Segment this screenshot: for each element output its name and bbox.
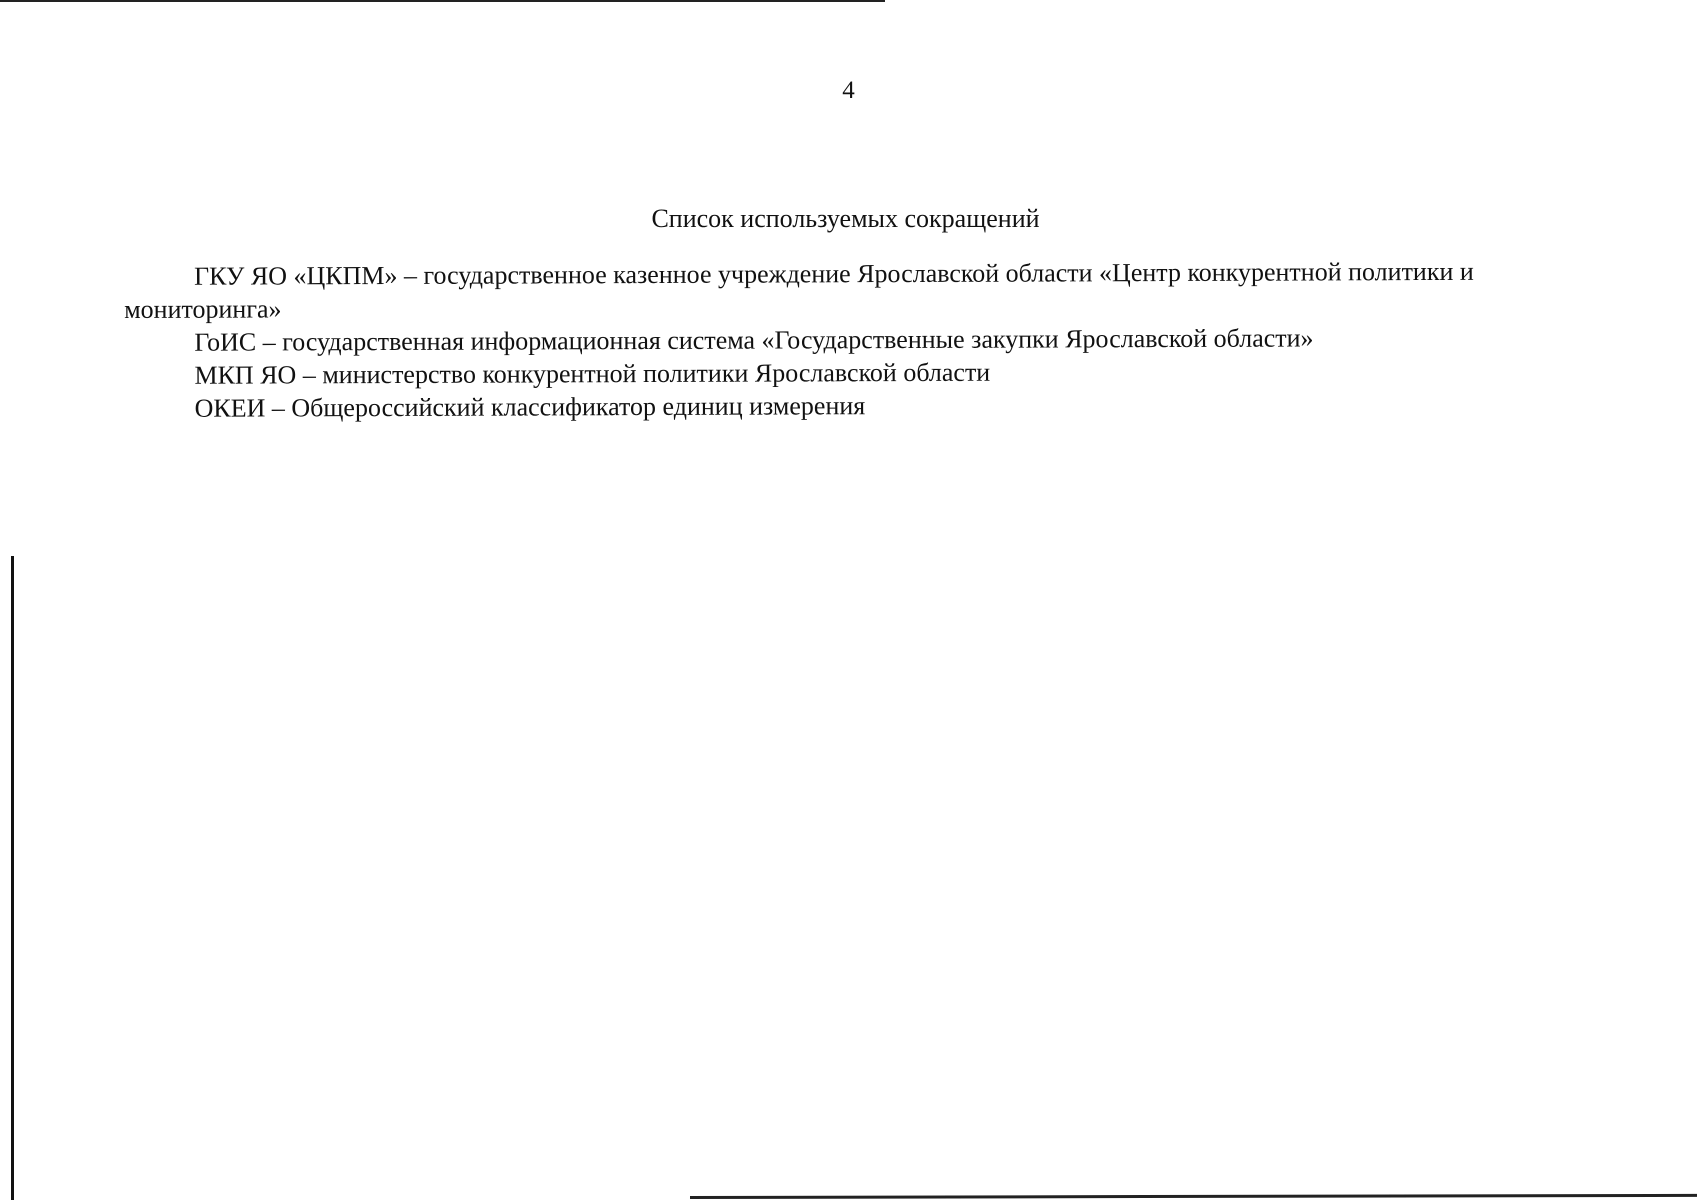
abbreviation-item: МКП ЯО – министерство конкурентной политики Ярославской области [194, 357, 991, 390]
scan-edge-bottom [690, 1194, 1697, 1199]
abbreviation-list [124, 254, 1585, 425]
scan-edge-left [11, 556, 14, 1200]
scan-edge-top [0, 0, 885, 2]
abbreviation-item: ГоИС – государственная информационная система «Государственные закупки Ярославской области» [194, 323, 1314, 357]
page-title: Список используемых сокращений [651, 204, 1040, 233]
abbreviation-item: ГКУ ЯО «ЦКПМ» – государственное казенное учреждение Ярославской области «Центр конкурентной политики и мониторинга» [124, 256, 1474, 324]
abbreviation-item: ОКЕИ – Общероссийский классификатор единиц измерения [194, 391, 866, 423]
page-number: 4 [842, 77, 855, 104]
